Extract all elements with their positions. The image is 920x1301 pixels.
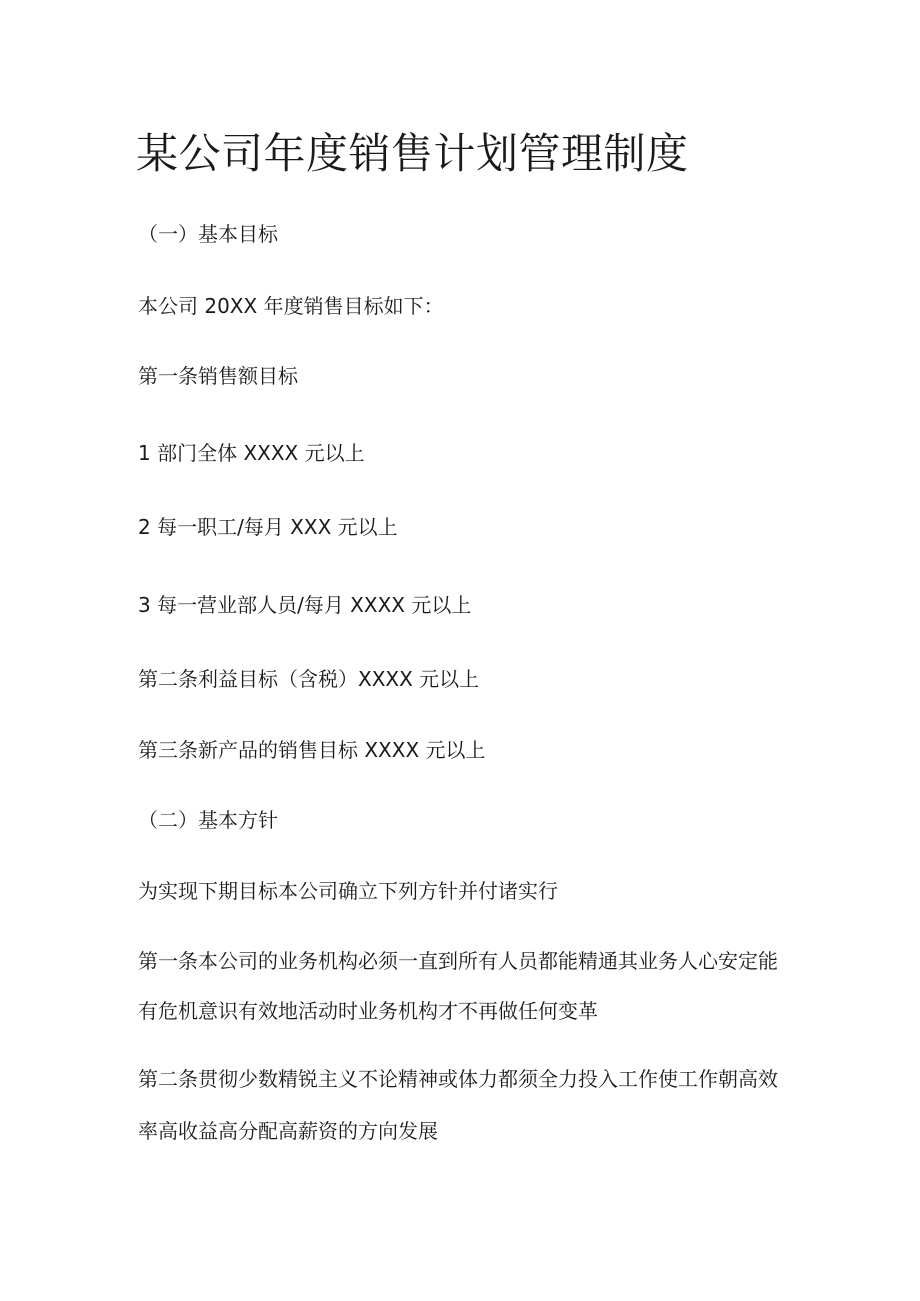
policy-1-line-2: 有危机意识有效地活动时业务机构才不再做任何变革 [138,999,598,1023]
intro-text: 本公司 20XX 年度销售目标如下： [138,294,444,318]
policy-2-line-1: 第二条贯彻少数精锐主义不论精神或体力都须全力投入工作使工作朝高效 [138,1067,778,1091]
list-item-2: 2 每一职工/每月 XXX 元以上 [138,515,398,539]
document-title: 某公司年度销售计划管理制度 [136,129,689,178]
section-2-heading: （二）基本方针 [138,808,278,832]
article-1: 第一条销售额目标 [138,364,298,388]
article-3: 第三条新产品的销售目标 XXXX 元以上 [138,738,486,762]
policy-2-line-2: 率高收益高分配高薪资的方向发展 [138,1119,438,1143]
policy-1-line-1: 第一条本公司的业务机构必须一直到所有人员都能精通其业务人心安定能 [138,949,778,973]
policy-intro: 为实现下期目标本公司确立下列方针并付诸实行 [138,879,558,903]
list-item-3: 3 每一营业部人员/每月 XXXX 元以上 [138,593,472,617]
article-2: 第二条利益目标（含税）XXXX 元以上 [138,667,480,691]
list-item-1: 1 部门全体 XXXX 元以上 [138,441,365,465]
section-1-heading: （一）基本目标 [138,222,278,246]
